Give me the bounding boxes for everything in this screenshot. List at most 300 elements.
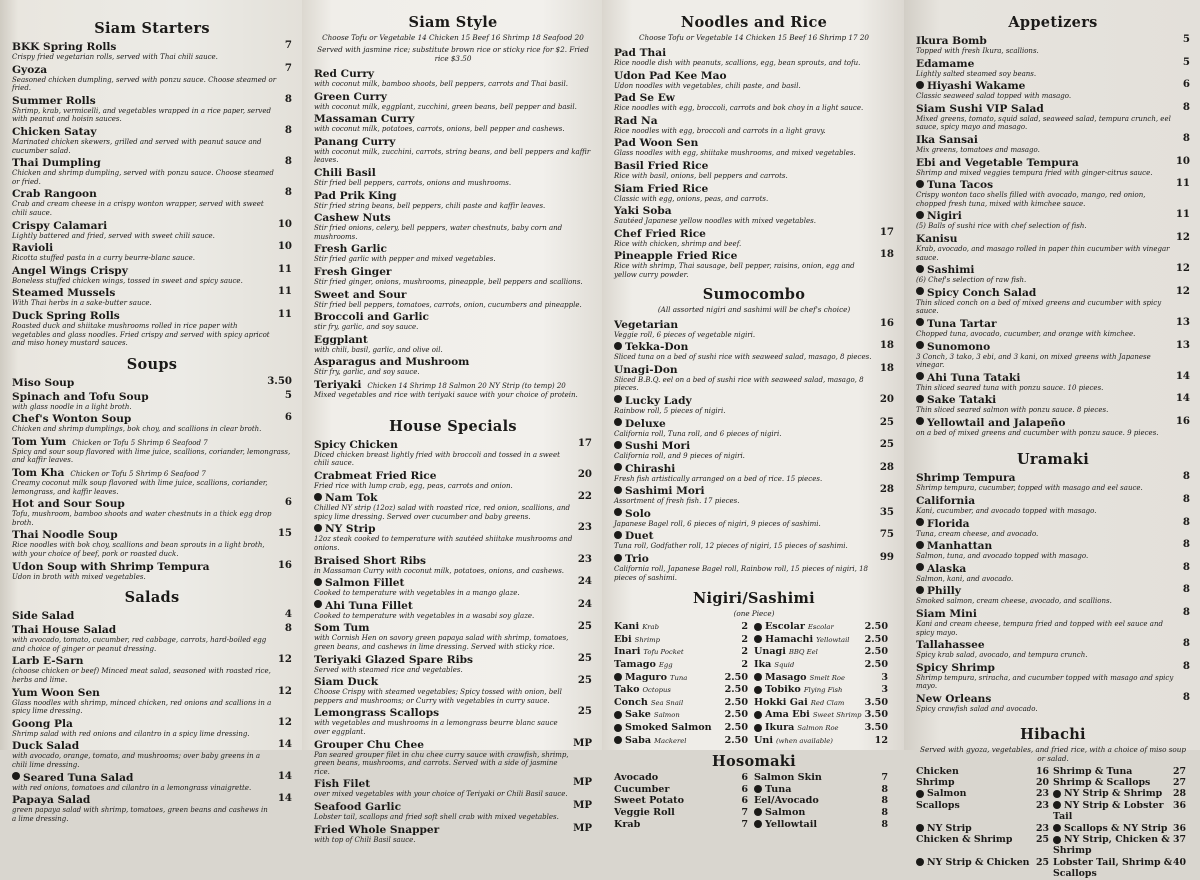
section-title: Siam Starters	[94, 20, 210, 37]
item-body	[916, 370, 1172, 393]
item-description: with Cornish Hen on savory green papaya salad with shrimp, tomatoes, green beans, and cashews in lime dressing. Served with sticky rice.	[314, 634, 569, 652]
menu-item	[314, 468, 592, 491]
item-body	[314, 66, 592, 89]
item-price: 11	[277, 307, 292, 320]
menu-item	[916, 823, 1053, 834]
menu-item	[754, 634, 894, 647]
item-name: Udon Pad Kee Mao	[614, 69, 727, 82]
menu-item	[12, 39, 292, 62]
item-name: Hot and Sour Soup	[12, 498, 125, 511]
item-head	[314, 210, 592, 224]
menu-item	[754, 772, 894, 784]
item-price: 99	[879, 551, 894, 564]
panel-4	[904, 0, 1200, 880]
item-subname: Salmon Roe	[797, 724, 839, 732]
menu-item	[754, 659, 894, 672]
menu-item	[314, 66, 592, 89]
item-head	[12, 375, 263, 389]
item-description: Mix greens, tomatoes and masago.	[916, 145, 1040, 154]
item-name: California	[916, 495, 976, 508]
item-price: 8	[881, 795, 888, 807]
menu-item	[916, 834, 1053, 857]
item-name: Angel Wings Crispy	[12, 264, 128, 277]
item-name: Udon Soup with Shrimp Tempura	[12, 560, 210, 573]
item-description: Smoked salmon, cream cheese, avocado, and scallions.	[916, 597, 1112, 606]
menu-item	[12, 496, 292, 527]
item-subname: Tuna	[669, 673, 688, 682]
item-name: Yaki Soba	[614, 205, 672, 218]
item-head	[916, 101, 1179, 115]
menu-item	[614, 226, 894, 249]
menu-item	[614, 135, 894, 158]
menu-item	[314, 89, 592, 112]
menu-row	[614, 722, 894, 735]
item-price: 2.50	[864, 659, 888, 671]
item-body	[12, 155, 281, 186]
menu-item	[12, 411, 292, 434]
item-name-wrap	[916, 857, 1030, 880]
item-description: with coconut milk, zucchini, carrots, string beans, and bell peppers and kaffir leaves.	[314, 147, 591, 165]
raw-fish-icon	[916, 824, 924, 832]
item-description: Mixed vegetables and rice with teriyaki sauce with your choice of protein.	[314, 390, 578, 399]
item-body	[12, 496, 281, 527]
item-name-wrap	[614, 659, 673, 672]
item-head	[12, 622, 281, 636]
section-title: Uramaki	[1016, 451, 1090, 469]
item-name: Summer Rolls	[12, 94, 96, 107]
item-body	[12, 738, 274, 769]
item-head	[12, 263, 274, 277]
item-name: Green Curry	[314, 90, 387, 103]
item-name-wrap	[614, 646, 684, 659]
item-name: Larb E-Sarn	[12, 655, 84, 668]
item-description: green papaya salad with shrimp, tomatoes, green beans and cashews in a lime dressing.	[12, 806, 268, 823]
menu-item	[614, 621, 754, 634]
menu-item	[916, 691, 1190, 714]
item-body	[916, 78, 1179, 101]
item-body	[12, 218, 274, 241]
item-body	[614, 226, 876, 249]
item-name: Braised Short Ribs	[314, 554, 427, 567]
section-title: Nigiri/Sashimi	[693, 590, 815, 608]
item-price: 6	[741, 772, 748, 784]
item-name-wrap	[916, 800, 960, 823]
item-price: 8	[1182, 637, 1190, 650]
section-title: House Specials	[389, 417, 517, 435]
item-name: Duck Salad	[12, 740, 80, 753]
item-price: 7	[881, 772, 888, 784]
item-name-wrap	[614, 795, 684, 807]
section-title: Salads	[124, 589, 180, 607]
item-body	[12, 685, 274, 716]
item-price: 22	[577, 490, 592, 503]
item-description: Lightly salted steamed soy beans.	[916, 69, 1037, 78]
item-description: on a bed of mixed greens and cucumber with ponzu sauce. 9 pieces.	[916, 428, 1159, 437]
item-description: Shrimp salad with red onions and cilantro in a spicy lime dressing.	[12, 729, 250, 738]
raw-fish-icon	[754, 711, 762, 719]
item-description: Seasoned chicken dumpling, served with ponzu sauce. Choose steamed or fried.	[12, 75, 277, 93]
item-price: 28	[879, 483, 894, 496]
menu-item	[916, 370, 1190, 393]
item-name: Seafood Garlic	[314, 800, 402, 813]
section-title: Hosomaki	[712, 753, 796, 771]
menu-item	[916, 231, 1190, 262]
item-body	[314, 377, 592, 400]
item-subname: Sweet Shrimp	[812, 711, 862, 720]
item-description: With Thai herbs in a sake-butter sauce.	[12, 299, 152, 308]
item-name: NY Strip & Chicken	[927, 856, 1030, 868]
item-price: 8	[1182, 583, 1190, 596]
item-name-wrap	[754, 795, 819, 807]
menu-item	[12, 559, 292, 582]
item-body	[12, 62, 281, 93]
item-head	[12, 559, 274, 573]
item-description: 12oz steak cooked to temperature with sautéed shiitake mushrooms and onions.	[314, 535, 573, 553]
item-name: Tuna Tacos	[927, 179, 994, 192]
item-price: 3.50	[267, 374, 292, 387]
item-name: Maguro	[625, 671, 667, 683]
item-body	[916, 132, 1179, 155]
item-price: 25	[1035, 856, 1049, 868]
item-name-wrap	[614, 672, 687, 685]
menu-item	[314, 210, 592, 241]
section-note: (one Piece)	[733, 609, 775, 619]
menu-item	[916, 132, 1190, 155]
menu-row	[614, 646, 894, 659]
item-body	[614, 339, 876, 362]
item-description: Rice noodles with egg, broccoli and carrots in a light gravy.	[614, 126, 826, 135]
item-name: Panang Curry	[314, 135, 396, 148]
item-description: Stir fried garlic with pepper and mixed vegetables.	[314, 255, 496, 264]
menu-item	[614, 528, 894, 551]
item-body	[314, 705, 574, 736]
item-head	[12, 653, 274, 667]
item-name: Fresh Garlic	[314, 243, 388, 256]
item-head	[12, 496, 281, 510]
item-price: 17	[577, 436, 592, 449]
menu-item	[614, 722, 754, 735]
menu-item	[12, 389, 292, 412]
item-description: Rainbow roll, 5 pieces of nigiri.	[614, 406, 726, 415]
item-price: 25	[879, 438, 894, 451]
section-house-specials	[314, 418, 592, 845]
item-body	[12, 263, 274, 286]
item-options: Chicken 14 Shrimp 18 Salmon 20 NY Strip (to temp) 20	[367, 381, 566, 390]
item-subname: Sea Snail	[650, 698, 684, 707]
item-name: Tom Kha	[12, 467, 65, 480]
item-head	[916, 660, 1179, 674]
menu-row	[916, 834, 1190, 857]
menu-item	[12, 285, 292, 308]
item-price: 3	[881, 684, 888, 696]
item-head	[916, 177, 1172, 191]
item-name: Trio	[625, 553, 649, 566]
item-name: Salmon	[765, 806, 806, 818]
item-subname: Yellowtail	[816, 635, 850, 644]
item-description: Thin sliced seared tuna with ponzu sauce. 10 pieces.	[916, 383, 1104, 392]
item-name: Tako	[614, 684, 640, 696]
menu-item	[614, 113, 894, 136]
menu-item	[314, 799, 592, 822]
raw-fish-icon	[314, 524, 322, 532]
item-body	[614, 362, 876, 393]
section-noodles-rice	[614, 14, 894, 280]
menu-item	[754, 709, 894, 722]
section-note: Served with jasmine rice; substitute brown rice or sticky rice for $2. Fried rice $3.50	[317, 45, 589, 63]
item-name: Smoked Salmon	[625, 722, 712, 733]
item-name: Basil Fried Rice	[614, 159, 709, 172]
menu-item	[754, 807, 894, 819]
item-price: 8	[1182, 131, 1190, 144]
item-head	[314, 377, 592, 391]
item-price: 8	[1182, 470, 1190, 483]
item-price: 14	[1175, 369, 1190, 382]
menu-item	[314, 241, 592, 264]
raw-fish-icon	[916, 563, 924, 571]
item-name: Red Curry	[314, 68, 375, 80]
item-head	[12, 770, 274, 784]
item-price: 20	[1035, 777, 1049, 788]
item-name: Masago	[765, 671, 807, 683]
menu-item	[1053, 823, 1190, 834]
item-body	[916, 316, 1172, 339]
item-name-wrap	[754, 807, 805, 819]
item-price: 8	[1182, 659, 1190, 672]
item-body	[916, 583, 1179, 606]
item-head	[314, 822, 569, 836]
menu-item	[614, 551, 894, 582]
item-body	[916, 561, 1179, 584]
raw-fish-icon	[314, 600, 322, 608]
section-title: Soups	[126, 355, 178, 373]
item-description: California roll, and 9 pieces of nigiri.	[614, 452, 745, 461]
item-head	[916, 316, 1172, 330]
item-price: 25	[577, 674, 592, 687]
item-head	[314, 287, 592, 301]
item-price: 2.50	[724, 722, 748, 733]
item-description: with top of Chili Basil sauce.	[314, 835, 416, 844]
item-description: Lightly battered and fried, served with sweet chili sauce.	[12, 231, 215, 240]
item-name: Lobster Tail, Shrimp & Scallops	[1053, 856, 1173, 880]
item-head	[916, 561, 1179, 575]
item-body	[614, 90, 894, 113]
item-body	[314, 490, 574, 521]
item-name-wrap	[754, 646, 818, 659]
item-price: 2.50	[864, 633, 888, 645]
item-description: Sliced tuna on a bed of sushi rice with seaweed salad, masago, 8 pieces.	[614, 353, 872, 362]
item-price: 16	[1035, 765, 1049, 777]
section-sumocombo	[614, 286, 894, 583]
menu-row	[614, 709, 894, 722]
item-description: Shrimp tempura, sriracha, and cucumber topped with masago and spicy mayo.	[916, 673, 1174, 691]
item-body	[916, 392, 1172, 415]
item-price: 3.50	[864, 722, 888, 733]
item-description: Ricotta stuffed pasta in a curry beurre-blanc sauce.	[12, 254, 195, 263]
item-head	[314, 705, 574, 719]
item-head	[314, 553, 574, 567]
item-name-wrap	[754, 621, 834, 634]
section-title: Noodles and Rice	[680, 14, 828, 31]
item-price: 12	[277, 715, 292, 728]
item-description: Rice with basil, onions, bell peppers and carrots.	[614, 171, 788, 180]
item-price: 11	[277, 285, 292, 298]
item-body	[314, 264, 592, 287]
menu-row	[614, 697, 894, 710]
menu-item	[614, 90, 894, 113]
item-head	[916, 470, 1179, 484]
item-name: Nigiri	[927, 210, 962, 223]
menu-item	[916, 316, 1190, 339]
section-salads	[12, 589, 292, 823]
item-description: Tuna roll, Godfather roll, 12 pieces of nigiri, 15 pieces of sashimi.	[614, 542, 848, 551]
item-head	[614, 339, 876, 353]
menu-item	[916, 177, 1190, 208]
item-price: 2	[741, 659, 748, 671]
item-body	[314, 165, 592, 188]
item-name: Yum Woon Sen	[12, 686, 100, 699]
item-name: NY Strip & Shrimp	[1064, 788, 1163, 800]
item-subname: BBQ Eel	[788, 648, 818, 657]
item-price: 8	[284, 186, 292, 199]
menu-item	[754, 784, 894, 796]
item-description: Spicy crawfish salad and avocado.	[916, 705, 1038, 713]
item-body	[314, 799, 569, 822]
item-body	[314, 287, 592, 310]
raw-fish-icon	[916, 318, 924, 326]
item-description: Mixed greens, tomato, squid salad, seaweed salad, tempura crunch, eel sauce, spicy mayo and masago.	[916, 114, 1171, 132]
menu-item	[12, 527, 292, 558]
item-price: 75	[879, 528, 894, 541]
menu-item	[916, 493, 1190, 516]
menu-item	[614, 181, 894, 204]
item-name: Fried Whole Snapper	[314, 823, 440, 836]
raw-fish-icon	[614, 673, 622, 681]
item-body	[916, 493, 1179, 516]
item-body	[314, 111, 592, 134]
item-head	[12, 792, 274, 806]
item-name-wrap	[754, 735, 833, 748]
raw-fish-icon	[754, 673, 762, 681]
menu-item	[614, 68, 894, 91]
item-body	[12, 527, 274, 558]
item-name: Goong Pla	[12, 717, 73, 730]
item-name: Uni	[754, 734, 773, 746]
item-body	[12, 389, 281, 412]
menu-item	[614, 807, 754, 819]
item-name: Tobiko	[765, 684, 801, 696]
item-name: Hokki Gai	[754, 696, 808, 708]
item-name: Broccoli and Garlic	[314, 311, 429, 324]
menu-item	[12, 608, 292, 622]
menu-item	[754, 795, 894, 807]
menu-item	[754, 646, 894, 659]
item-head	[12, 527, 274, 541]
item-name-wrap	[614, 684, 671, 697]
raw-fish-icon	[614, 736, 622, 744]
item-name: Tom Yum	[12, 435, 67, 448]
item-head	[916, 339, 1172, 353]
item-name: Sunomono	[927, 340, 991, 353]
raw-fish-icon	[754, 686, 762, 694]
item-name: Veggie Roll	[614, 806, 675, 818]
item-price: MP	[573, 798, 592, 811]
item-body	[12, 792, 274, 823]
item-head	[614, 68, 894, 82]
item-body	[916, 177, 1172, 208]
item-name: Chicken & Shrimp	[916, 834, 1013, 846]
item-subname: Octopus	[642, 686, 671, 695]
item-name: Siam Mini	[916, 608, 977, 621]
item-body	[314, 620, 574, 651]
item-description: Crispy wonton taco shells filled with avocado, mango, red onion, chopped fresh tuna, mixed with kimchee sauce.	[916, 191, 1146, 208]
item-name-wrap	[754, 709, 862, 722]
menu-item	[12, 308, 292, 348]
section-hosomaki	[614, 753, 894, 830]
item-price: 24	[577, 597, 592, 610]
menu-item	[916, 339, 1190, 370]
item-name-wrap	[614, 784, 669, 796]
menu-item	[314, 309, 592, 332]
item-price: 27	[1172, 777, 1186, 788]
menu-item	[1053, 857, 1190, 880]
item-head	[314, 309, 592, 323]
section-hibachi	[916, 726, 1190, 880]
item-body	[614, 68, 894, 91]
item-description: Fresh fish artistically arranged on a bed of rice. 15 pieces.	[614, 474, 823, 483]
item-head	[614, 362, 876, 376]
item-name-wrap	[754, 819, 817, 831]
item-price: 18	[879, 361, 894, 374]
raw-fish-icon	[314, 493, 322, 501]
menu-item	[314, 620, 592, 651]
item-description: with coconut milk, bamboo shoots, bell peppers, carrots and Thai basil.	[314, 80, 568, 88]
item-head	[314, 437, 574, 451]
item-description: Stir fried onions, celery, bell peppers, water chestnuts, baby corn and mushrooms.	[314, 224, 563, 241]
item-head	[614, 90, 894, 104]
item-price: 3.50	[864, 696, 888, 708]
menu-item	[916, 606, 1190, 637]
item-head	[614, 393, 876, 407]
section-title: Sumocombo	[702, 285, 806, 303]
item-price: 12	[277, 684, 292, 697]
item-name-wrap	[614, 634, 660, 647]
raw-fish-icon	[754, 724, 762, 732]
item-body	[12, 716, 274, 739]
item-price: 25	[1035, 834, 1049, 846]
menu-item	[614, 416, 894, 439]
item-head	[314, 89, 592, 103]
item-price: 23	[1035, 799, 1049, 811]
item-name-wrap	[1053, 857, 1173, 880]
raw-fish-icon	[754, 820, 762, 828]
item-description: with coconut milk, potatoes, carrots, onions, bell pepper and cashews.	[314, 125, 565, 134]
item-description: stir fry, garlic, and soy sauce.	[314, 323, 419, 332]
item-description: with red onions, tomatoes and cilantro in a lemongrass vinaigrette.	[12, 783, 252, 792]
item-price: 10	[1175, 154, 1190, 167]
menu-item	[614, 362, 894, 393]
item-head	[314, 737, 569, 751]
item-name: Edamame	[916, 57, 975, 70]
menu-item	[916, 777, 1053, 788]
item-body	[916, 538, 1179, 561]
item-name: Alaska	[927, 562, 967, 575]
item-head	[614, 506, 876, 520]
item-description: Shrimp, krab, vermicelli, and vegetables wrapped in a rice paper, served with peanut and hoisin sauces.	[12, 106, 272, 124]
item-name: Florida	[927, 517, 970, 530]
item-price: 36	[1172, 822, 1186, 834]
item-price: 8	[1182, 493, 1190, 506]
section-title: Appetizers	[1008, 14, 1098, 31]
